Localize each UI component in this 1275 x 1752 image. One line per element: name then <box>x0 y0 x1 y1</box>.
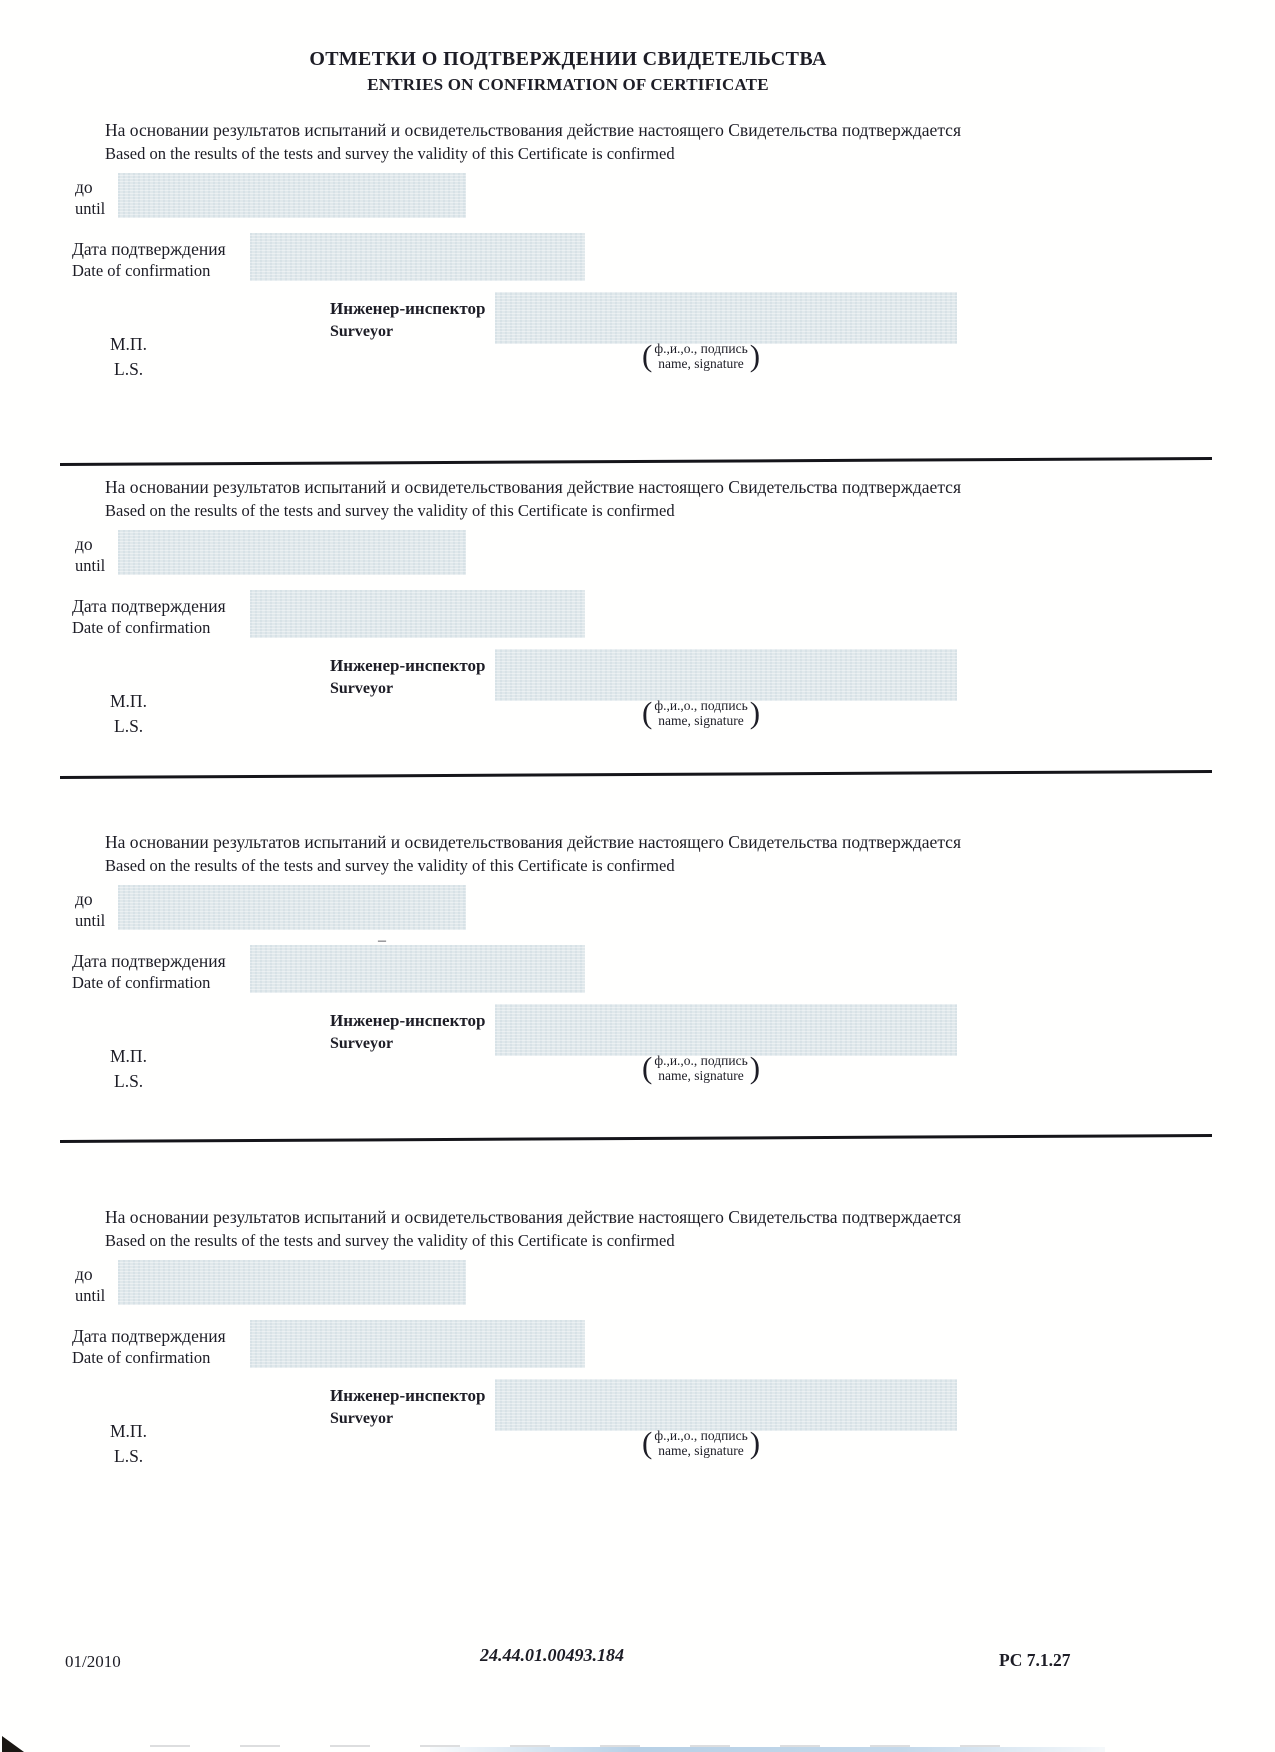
statement <box>105 1207 1010 1251</box>
seal-label-en: L.S. <box>114 716 144 736</box>
page-title-en: ENTRIES ON CONFIRMATION OF CERTIFICATE <box>367 75 769 94</box>
seal-label <box>110 1419 147 1469</box>
surveyor-label-en: Surveyor <box>330 1035 394 1052</box>
paren-close: ) <box>749 338 761 373</box>
surveyor-label-en: Surveyor <box>330 680 394 697</box>
page-title <box>0 48 1136 95</box>
statement <box>105 832 1010 876</box>
date-label-en: Date of confirmation <box>72 1348 211 1367</box>
seal-label <box>110 1044 147 1094</box>
seal-label <box>110 689 147 739</box>
paren-open: ( <box>642 1425 653 1460</box>
date-label-ru: Дата подтверждения <box>72 951 226 971</box>
date-of-confirmation-field <box>250 233 585 281</box>
seal-label <box>110 332 147 382</box>
surveyor-label-ru: Инженер-инспектор <box>330 656 486 675</box>
date-label-ru: Дата подтверждения <box>72 239 226 259</box>
date-of-confirmation-field <box>250 1320 585 1368</box>
until-label-en: until <box>75 199 106 218</box>
confirmation-block-3 <box>0 832 1275 1124</box>
statement <box>105 120 1010 164</box>
statement-en: Based on the results of the tests and survey the validity of this Certificate is confirmed <box>105 1231 675 1250</box>
statement-ru: На основании результатов испытаний и освидетельствования действие настоящего Свидетельства подтверждается <box>105 477 961 497</box>
seal-label-en: L.S. <box>114 1071 144 1091</box>
date-of-confirmation-field <box>250 590 585 638</box>
date-of-confirmation-label <box>72 238 226 282</box>
signature-note <box>642 1426 760 1460</box>
signature-note-en: name, signature <box>658 1443 744 1458</box>
surveyor-signature-field <box>495 292 957 344</box>
surveyor-label <box>330 654 485 700</box>
date-label-en: Date of confirmation <box>72 618 211 637</box>
signature-note-ru: ф.,и.,о., подпись <box>654 698 748 713</box>
section-divider <box>60 457 1212 466</box>
surveyor-label-en: Surveyor <box>330 323 394 340</box>
scan-artifact-dash: – <box>378 932 386 949</box>
signature-note-en: name, signature <box>658 713 744 728</box>
surveyor-signature-field <box>495 1004 957 1056</box>
statement-ru: На основании результатов испытаний и освидетельствования действие настоящего Свидетельства подтверждается <box>105 1207 961 1227</box>
surveyor-signature-field <box>495 1379 957 1431</box>
paren-open: ( <box>642 1050 653 1085</box>
date-of-confirmation-label <box>72 950 226 994</box>
confirmation-block-4 <box>0 1207 1275 1499</box>
surveyor-label-ru: Инженер-инспектор <box>330 1011 486 1030</box>
signature-note <box>642 339 760 373</box>
seal-label-ru: М.П. <box>110 691 147 711</box>
paren-open: ( <box>642 695 653 730</box>
date-of-confirmation-label <box>72 595 226 639</box>
until-label-ru: до <box>75 177 93 197</box>
surveyor-label-ru: Инженер-инспектор <box>330 299 486 318</box>
date-label-en: Date of confirmation <box>72 973 211 992</box>
confirmation-block-2 <box>0 477 1275 769</box>
signature-note-ru: ф.,и.,о., подпись <box>654 1428 748 1443</box>
surveyor-label <box>330 1384 485 1430</box>
statement-en: Based on the results of the tests and survey the validity of this Certificate is confirmed <box>105 856 675 875</box>
until-label-en: until <box>75 1286 106 1305</box>
section-divider <box>60 1134 1212 1143</box>
surveyor-signature-field <box>495 649 957 701</box>
until-field <box>118 530 466 575</box>
date-of-confirmation-label <box>72 1325 226 1369</box>
seal-label-en: L.S. <box>114 1446 144 1466</box>
statement-en: Based on the results of the tests and survey the validity of this Certificate is confirmed <box>105 501 675 520</box>
signature-note <box>642 696 760 730</box>
paren-open: ( <box>642 338 653 373</box>
seal-label-ru: М.П. <box>110 334 147 354</box>
until-label <box>75 888 105 932</box>
until-label-ru: до <box>75 889 93 909</box>
statement-ru: На основании результатов испытаний и освидетельствования действие настоящего Свидетельства подтверждается <box>105 120 961 140</box>
surveyor-label <box>330 297 485 343</box>
until-label <box>75 1263 105 1307</box>
surveyor-label-ru: Инженер-инспектор <box>330 1386 486 1405</box>
signature-note-ru: ф.,и.,о., подпись <box>654 341 748 356</box>
seal-label-ru: М.П. <box>110 1046 147 1066</box>
scan-corner-mark <box>2 1736 24 1752</box>
document-code: PC 7.1.27 <box>999 1650 1071 1670</box>
scan-edge-strip <box>430 1747 1105 1752</box>
statement-en: Based on the results of the tests and survey the validity of this Certificate is confirmed <box>105 144 675 163</box>
date-of-confirmation-field <box>250 945 585 993</box>
until-field <box>118 885 466 930</box>
until-label-en: until <box>75 556 106 575</box>
surveyor-label <box>330 1009 485 1055</box>
signature-note-en: name, signature <box>658 1068 744 1083</box>
until-label-ru: до <box>75 534 93 554</box>
until-label-en: until <box>75 911 106 930</box>
until-field <box>118 1260 466 1305</box>
signature-note-en: name, signature <box>658 356 744 371</box>
seal-label-en: L.S. <box>114 359 144 379</box>
section-divider <box>60 770 1212 779</box>
signature-note-ru: ф.,и.,о., подпись <box>654 1053 748 1068</box>
until-label <box>75 533 105 577</box>
page-title-ru: ОТМЕТКИ О ПОДТВЕРЖДЕНИИ СВИДЕТЕЛЬСТВА <box>309 48 827 70</box>
until-label-ru: до <box>75 1264 93 1284</box>
seal-label-ru: М.П. <box>110 1421 147 1441</box>
statement <box>105 477 1010 521</box>
until-label <box>75 176 105 220</box>
date-label-ru: Дата подтверждения <box>72 1326 226 1346</box>
paren-close: ) <box>749 1050 761 1085</box>
surveyor-label-en: Surveyor <box>330 1410 394 1427</box>
edition-number: 01/2010 <box>65 1652 121 1671</box>
signature-note <box>642 1051 760 1085</box>
date-label-ru: Дата подтверждения <box>72 596 226 616</box>
paren-close: ) <box>749 695 761 730</box>
until-field <box>118 173 466 218</box>
date-label-en: Date of confirmation <box>72 261 211 280</box>
statement-ru: На основании результатов испытаний и освидетельствования действие настоящего Свидетельства подтверждается <box>105 832 961 852</box>
confirmation-block-1 <box>0 120 1275 412</box>
paren-close: ) <box>749 1425 761 1460</box>
form-number: 24.44.01.00493.184 <box>480 1645 624 1665</box>
